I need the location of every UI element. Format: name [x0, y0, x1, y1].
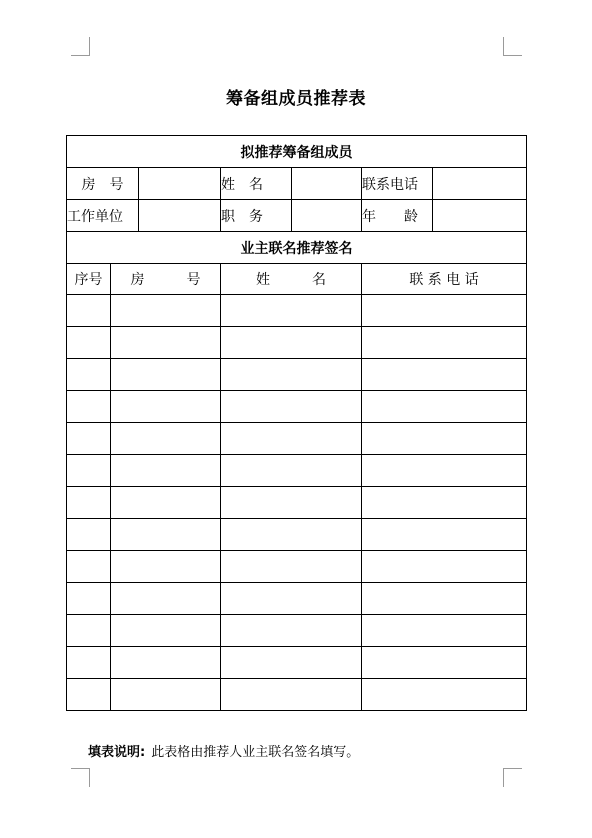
contact-phone-field[interactable] [433, 168, 527, 200]
row-name-cell[interactable] [221, 487, 362, 519]
row-name-cell[interactable] [221, 359, 362, 391]
room-number-label: 房 号 [67, 168, 139, 200]
table-row [67, 583, 527, 615]
row-room-cell[interactable] [111, 551, 221, 583]
row-name-cell[interactable] [221, 327, 362, 359]
crop-mark-bottom-left [71, 768, 90, 787]
table-row [67, 359, 527, 391]
row-room-cell[interactable] [111, 391, 221, 423]
row-room-cell[interactable] [111, 519, 221, 551]
row-index-cell[interactable] [67, 647, 111, 679]
name-field[interactable] [292, 168, 362, 200]
row-phone-cell[interactable] [362, 615, 527, 647]
row-index-cell[interactable] [67, 487, 111, 519]
recommendation-form-table [66, 135, 527, 711]
table-row [67, 615, 527, 647]
row-index-cell[interactable] [67, 583, 111, 615]
row-phone-cell[interactable] [362, 583, 527, 615]
row-room-cell[interactable] [111, 615, 221, 647]
row-phone-cell[interactable] [362, 391, 527, 423]
table-row [67, 647, 527, 679]
column-header-room: 房 号 [111, 264, 221, 295]
row-name-cell[interactable] [221, 551, 362, 583]
row-room-cell[interactable] [111, 423, 221, 455]
row-name-cell[interactable] [221, 583, 362, 615]
row-phone-cell[interactable] [362, 519, 527, 551]
row-phone-cell[interactable] [362, 551, 527, 583]
row-phone-cell[interactable] [362, 327, 527, 359]
table-row [67, 327, 527, 359]
crop-mark-top-right [503, 37, 522, 56]
table-row [67, 551, 527, 583]
name-label: 姓 名 [221, 168, 292, 200]
row-phone-cell[interactable] [362, 423, 527, 455]
row-phone-cell[interactable] [362, 455, 527, 487]
footer-note-label: 填表说明: [88, 745, 146, 760]
row-name-cell[interactable] [221, 423, 362, 455]
row-name-cell[interactable] [221, 455, 362, 487]
row-index-cell[interactable] [67, 327, 111, 359]
footer-note-text: 此表格由推荐人业主联名签名填写。 [151, 745, 360, 760]
row-room-cell[interactable] [111, 455, 221, 487]
column-header-name: 姓 名 [221, 264, 362, 295]
contact-phone-label: 联系电话 [362, 168, 433, 200]
position-field[interactable] [292, 200, 362, 232]
row-index-cell[interactable] [67, 423, 111, 455]
table-row [67, 455, 527, 487]
room-number-field[interactable] [139, 168, 221, 200]
crop-mark-top-left [71, 37, 90, 56]
section-heading-signatures: 业主联名推荐签名 [67, 232, 527, 264]
row-room-cell[interactable] [111, 487, 221, 519]
employer-field[interactable] [139, 200, 221, 232]
table-row [67, 295, 527, 327]
footer-note [88, 741, 359, 760]
row-name-cell[interactable] [221, 615, 362, 647]
row-index-cell[interactable] [67, 679, 111, 711]
table-row [67, 519, 527, 551]
column-header-index: 序号 [67, 264, 111, 295]
position-label: 职 务 [221, 200, 292, 232]
row-room-cell[interactable] [111, 359, 221, 391]
table-row [67, 679, 527, 711]
row-phone-cell[interactable] [362, 295, 527, 327]
row-name-cell[interactable] [221, 519, 362, 551]
row-room-cell[interactable] [111, 679, 221, 711]
row-phone-cell[interactable] [362, 647, 527, 679]
table-row [67, 487, 527, 519]
table-row [67, 391, 527, 423]
row-index-cell[interactable] [67, 455, 111, 487]
row-phone-cell[interactable] [362, 359, 527, 391]
row-phone-cell[interactable] [362, 679, 527, 711]
row-index-cell[interactable] [67, 551, 111, 583]
row-index-cell[interactable] [67, 391, 111, 423]
row-index-cell[interactable] [67, 519, 111, 551]
crop-mark-bottom-right [503, 768, 522, 787]
column-header-phone: 联 系 电 话 [362, 264, 527, 295]
row-room-cell[interactable] [111, 327, 221, 359]
age-field[interactable] [433, 200, 527, 232]
employer-label: 工作单位 [67, 200, 139, 232]
row-name-cell[interactable] [221, 391, 362, 423]
row-room-cell[interactable] [111, 295, 221, 327]
age-label: 年 龄 [362, 200, 433, 232]
row-index-cell[interactable] [67, 295, 111, 327]
section-heading-nominee: 拟推荐筹备组成员 [67, 136, 527, 168]
row-index-cell[interactable] [67, 615, 111, 647]
row-index-cell[interactable] [67, 359, 111, 391]
page-title: 筹备组成员推荐表 [226, 89, 366, 109]
row-name-cell[interactable] [221, 647, 362, 679]
row-phone-cell[interactable] [362, 487, 527, 519]
row-name-cell[interactable] [221, 295, 362, 327]
row-room-cell[interactable] [111, 647, 221, 679]
row-name-cell[interactable] [221, 679, 362, 711]
row-room-cell[interactable] [111, 583, 221, 615]
table-row [67, 423, 527, 455]
